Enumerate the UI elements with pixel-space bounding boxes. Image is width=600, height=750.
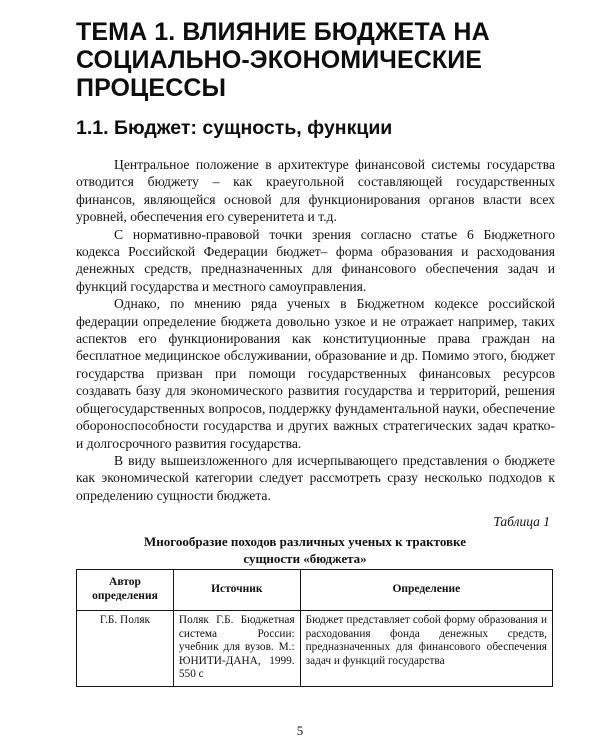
table-row (77, 611, 553, 687)
column-header-definition: Определение (300, 570, 552, 611)
table-caption: Многообразие походов различных ученых к трактовке сущности «бюджета» (144, 534, 466, 566)
body-text (76, 156, 555, 504)
cell-author: Г.Б. Поляк (77, 611, 174, 687)
paragraph: В виду вышеизложенного для исчерпывающего представления о бюджете как экономической категории следует рассмотреть сразу несколько подходов к определению сущности бюджета. (76, 452, 555, 503)
table-header-row (77, 570, 553, 611)
cell-definition: Бюджет представляет собой форму образования и расходования фонда денежных средств, предназначенных для финансового обеспечения задач и функций государства (300, 611, 552, 687)
table-label: Таблица 1 (493, 514, 550, 529)
paragraph: С нормативно-правовой точки зрения согласно статье 6 Бюджетного кодекса Российской Федерации бюджет– форма образования и расходования денежных средств, предназначенных для финансового обеспечения задач и функций государства и местного самоуправления. (76, 226, 555, 294)
section-title: 1.1. Бюджет: сущность, функции (76, 117, 393, 139)
paragraph: Центральное положение в архитектуре финансовой системы государства отводится бюджету – как краеугольной составляющей государственных финансов, являющейся основой для функционирования органов власти всех уровней, обеспечения его суверенитета и т.д. (76, 157, 555, 225)
chapter-title: ТЕМА 1. ВЛИЯНИЕ БЮДЖЕТА НА СОЦИАЛЬНО-ЭКОНОМИЧЕСКИЕ ПРОЦЕССЫ (76, 18, 490, 102)
cell-source: Поляк Г.Б. Бюджетная система России: учебник для вузов. М.: ЮНИТИ-ДАНА, 1999. 550 с (173, 611, 300, 687)
paragraph: Однако, по мнению ряда ученых в Бюджетном кодексе российской федерации определение бюджета довольно узкое и не отражает например, таких аспектов его функционирования как конституционные права граждан на бесплатное медицинское обслуживании, образование и др. Помимо этого, бюджет государства призван при помощи государственных финансовых ресурсов создавать базу для экономического развития государства и территорий, решения общегосударственных вопросов, поддержку фундаментальной науки, обеспечение обороноспособности государства и других важных стратегических задач кратко- и долгосрочного развития государства. (76, 296, 555, 451)
definitions-table (76, 569, 553, 687)
page-number: 5 (296, 723, 304, 738)
column-header-source: Источник (173, 570, 300, 611)
column-header-author: Автор определения (77, 570, 174, 611)
